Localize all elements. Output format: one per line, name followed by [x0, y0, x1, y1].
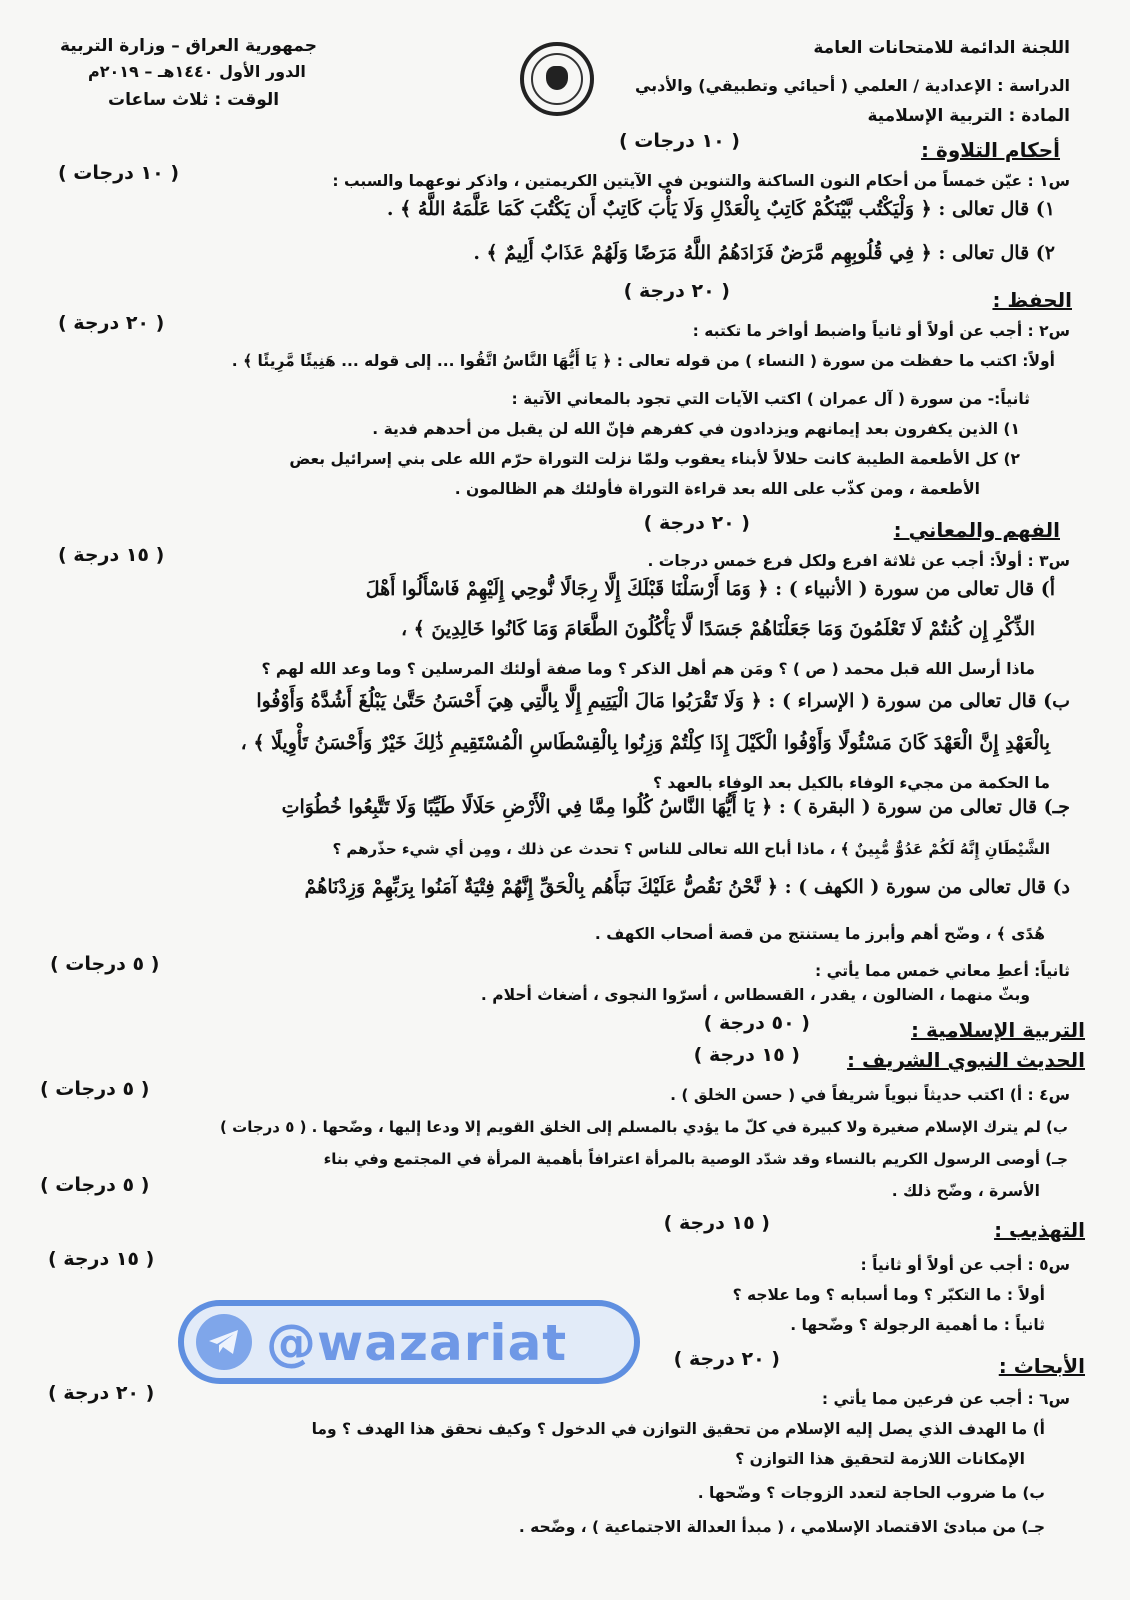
q6-b: ب) ما ضروب الحاجة لتعدد الزوجات ؟ وضّحها . — [697, 1484, 1045, 1502]
q3-a-line-2: الذِّكْرِ إِن كُنتُمْ لَا تَعْلَمُونَ وَمَا جَعَلْنَاهُمْ جَسَدًا لَّا يَأْكُلُونَ الطَّعَامَ وَمَا كَانُوا خَالِدِينَ ﴾ ، — [400, 618, 1035, 640]
q1-points: ( ١٠ درجات ) — [58, 162, 180, 184]
q3-a-line-1: أ) قال تعالى من سورة ( الأنبياء ) : ﴿ وَمَا أَرْسَلْنَا قَبْلَكَ إِلَّا رِجَالًا نُّوحِي إِلَيْهِمْ فَاسْأَلُوا أَهْلَ — [365, 578, 1055, 600]
q2-points: ( ٢٠ درجة ) — [58, 312, 165, 334]
q5-first: أولاً : ما التكبّر ؟ وما أسبابه ؟ وما علاجه ؟ — [732, 1286, 1045, 1304]
q2-item-2-cont: الأطعمة ، ومن كذّب على الله بعد قراءة التوراة فأولئك هم الظالمون . — [454, 480, 980, 498]
q3-d-line-1: د) قال تعالى من سورة ( الكهف ) : ﴿ نَّحْنُ نَقُصُّ عَلَيْكَ نَبَأَهُم بِالْحَقِّ إِنَّهُمْ فِتْيَةٌ آمَنُوا بِرَبِّهِمْ وَزِدْنَاهُمْ — [304, 876, 1070, 898]
section-points-hadith: ( ١٥ درجة ) — [693, 1044, 800, 1066]
q6-points: ( ٢٠ درجة ) — [48, 1382, 155, 1404]
section-points-tilawa: ( ١٠ درجات ) — [618, 130, 740, 152]
section-points-abhath: ( ٢٠ درجة ) — [673, 1348, 780, 1370]
q3-d-line-2: هُدًى ﴾ ، وضّح أهم وأبرز ما يستنتج من قصة أصحاب الكهف . — [594, 925, 1045, 943]
section-points-tahdheeb: ( ١٥ درجة ) — [663, 1212, 770, 1234]
q4-c-line-1: جـ) أوصى الرسول الكريم بالنساء وقد شدّد الوصية بالمرأة اعترافاً بأهمية المرأة في المجتمع وفي بناء — [323, 1150, 1068, 1168]
telegram-icon — [196, 1314, 252, 1370]
q4-a: س٤ : أ) اكتب حديثاً نبوياً شريفاً في ( حسن الخلق ) . — [670, 1086, 1070, 1104]
q1-verse-1: ١) قال تعالى : ﴿ وَلْيَكْتُب بَّيْنَكُمْ كَاتِبٌ بِالْعَدْلِ وَلَا يَأْبَ كَاتِبٌ أَن يَكْتُبَ كَمَا عَلَّمَهُ اللَّهُ ﴾ . — [386, 198, 1055, 220]
section-title-tarbiya: التربية الإسلامية : — [911, 1018, 1085, 1042]
exam-round: الدور الأول ١٤٤٠هـ – ٢٠١٩م — [88, 62, 306, 81]
country-ministry: جمهورية العراق – وزارة التربية — [60, 36, 317, 56]
q3-b-line-1: ب) قال تعالى من سورة ( الإسراء ) : ﴿ وَلَا تَقْرَبُوا مَالَ الْيَتِيمِ إِلَّا بِالَّتِي هِيَ أَحْسَنُ حَتَّىٰ يَبْلُغَ أَشُدَّهُ وَأَوْفُوا — [256, 690, 1070, 712]
exam-time: الوقت : ثلاث ساعات — [108, 90, 280, 110]
q4-a-points: ( ٥ درجات ) — [40, 1078, 150, 1100]
q6-a-line-1: أ) ما الهدف الذي يصل إليه الإسلام من تحقيق التوازن في الدخول ؟ وكيف نحقق هذا الهدف ؟ وما — [311, 1420, 1045, 1438]
q5-text: س٥ : أجب عن أولاً أو ثانياً : — [860, 1256, 1070, 1274]
q2-text: س٢ : أجب عن أولاً أو ثانياً واضبط أواخر ما تكتبه : — [692, 322, 1070, 340]
q3-words: وبثّ منهما ، الضالون ، يقدر ، القسطاس ، أسرّوا النجوى ، أضغاث أحلام . — [480, 986, 1030, 1004]
q3-b-line-2: بِالْعَهْدِ إِنَّ الْعَهْدَ كَانَ مَسْئُولًا وَأَوْفُوا الْكَيْلَ إِذَا كِلْتُمْ وَزِنُوا بِالْقِسْطَاسِ الْمُسْتَقِيمِ ذَٰلِكَ خَيْرٌ وَأَحْسَنُ تَأْوِيلًا ﴾ ، — [240, 732, 1050, 754]
section-title-tilawa: أحكام التلاوة : — [921, 138, 1060, 162]
q2-item-1: ١) الذين يكفرون بعد إيمانهم ويزدادون في كفرهم فإنّ الله لن يقبل من أحدهم فدية . — [372, 420, 1020, 438]
section-points-tarbiya: ( ٥٠ درجة ) — [703, 1012, 810, 1034]
q5-points: ( ١٥ درجة ) — [48, 1248, 155, 1270]
q1-text: س١ : عيّن خمساً من أحكام النون الساكنة والتنوين في الآيتين الكريمتين ، واذكر نوعهما والسبب : — [332, 172, 1070, 190]
watermark-text: @wazariat — [266, 1314, 568, 1372]
q3-b-question: ما الحكمة من مجيء الوفاء بالكيل بعد الوفاء بالعهد ؟ — [652, 774, 1050, 792]
q4-c-line-2: الأسرة ، وضّح ذلك . — [891, 1182, 1040, 1200]
q3-text: س٣ : أولاً: أجب عن ثلاثة افرع ولكل فرع خمس درجات . — [647, 552, 1070, 570]
q2-second: ثانياً:- من سورة ( آل عمران ) اكتب الآيات التي تجود بالمعاني الآتية : — [511, 390, 1030, 408]
section-title-hadith: الحديث النبوي الشريف : — [847, 1048, 1085, 1072]
section-title-abhath: الأبحاث : — [998, 1354, 1085, 1378]
subject-name: المادة : التربية الإسلامية — [867, 106, 1070, 126]
q2-item-2: ٢) كل الأطعمة الطيبة كانت حلالاً لأبناء يعقوب ولمّا نزلت التوراة حرّم الله على بني إسرائيل بعض — [289, 450, 1020, 468]
section-title-fahm: الفهم والمعاني : — [893, 518, 1060, 542]
q6-text: س٦ : أجب عن فرعين مما يأتي : — [821, 1390, 1070, 1408]
study-branch: الدراسة : الإعدادية / العلمي ( أحيائي وتطبيقي) والأدبي — [634, 76, 1070, 95]
section-points-hifz: ( ٢٠ درجة ) — [623, 280, 730, 302]
watermark-badge — [178, 1300, 640, 1384]
q3-a-questions: ماذا أرسل الله قبل محمد ( ص ) ؟ ومَن هم أهل الذكر ؟ وما صفة أولئك المرسلين ؟ وما وعد الله لهم ؟ — [261, 660, 1035, 678]
q6-c: جـ) من مبادئ الاقتصاد الإسلامي ، ( مبدأ العدالة الاجتماعية ) ، وضّحه . — [518, 1518, 1045, 1536]
committee-name: اللجنة الدائمة للامتحانات العامة — [813, 38, 1070, 58]
q3-c-line-2: الشَّيْطَانِ إِنَّهُ لَكُمْ عَدُوٌّ مُّبِينٌ ﴾ ، ماذا أباح الله تعالى للناس ؟ تحدث عن ذلك ، ومِن أي شيء حذّرهم ؟ — [332, 840, 1050, 858]
q4-b: ب) لم يترك الإسلام صغيرة ولا كبيرة في كلّ ما يؤدي بالمسلم إلى الخلق القويم إلا ودعا إليها ، وضّحها . ( ٥ درجات ) — [220, 1118, 1068, 1136]
q2-first: أولاً: اكتب ما حفظت من سورة ( النساء ) من قوله تعالى : ﴿ يَا أَيُّهَا النَّاسُ اتَّقُوا ... إلى قوله ... هَنِيئًا مَّرِيئًا ﴾ . — [231, 352, 1055, 370]
q3-c-line-1: جـ) قال تعالى من سورة ( البقرة ) : ﴿ يَا أَيُّهَا النَّاسُ كُلُوا مِمَّا فِي الْأَرْضِ حَلَالًا طَيِّبًا وَلَا تَتَّبِعُوا خُطُوَاتِ — [281, 796, 1070, 818]
section-points-fahm: ( ٢٠ درجة ) — [643, 512, 750, 534]
section-title-tahdheeb: التهذيب : — [994, 1218, 1085, 1242]
q4-c-points: ( ٥ درجات ) — [40, 1174, 150, 1196]
q3-second-points: ( ٥ درجات ) — [50, 953, 160, 975]
section-title-hifz: الحفظ : — [992, 288, 1072, 312]
q3-points: ( ١٥ درجة ) — [58, 544, 165, 566]
q5-second: ثانياً : ما أهمية الرجولة ؟ وضّحها . — [790, 1316, 1045, 1334]
q1-verse-2: ٢) قال تعالى : ﴿ فِي قُلُوبِهِم مَّرَضٌ فَزَادَهُمُ اللَّهُ مَرَضًا وَلَهُمْ عَذَابٌ أَلِيمٌ ﴾ . — [473, 242, 1055, 264]
q6-a-line-2: الإمكانات اللازمة لتحقيق هذا التوازن ؟ — [735, 1450, 1025, 1468]
q3-second: ثانياً: أعطِ معاني خمس مما يأتي : — [815, 962, 1070, 980]
ministry-seal-icon — [520, 42, 594, 116]
